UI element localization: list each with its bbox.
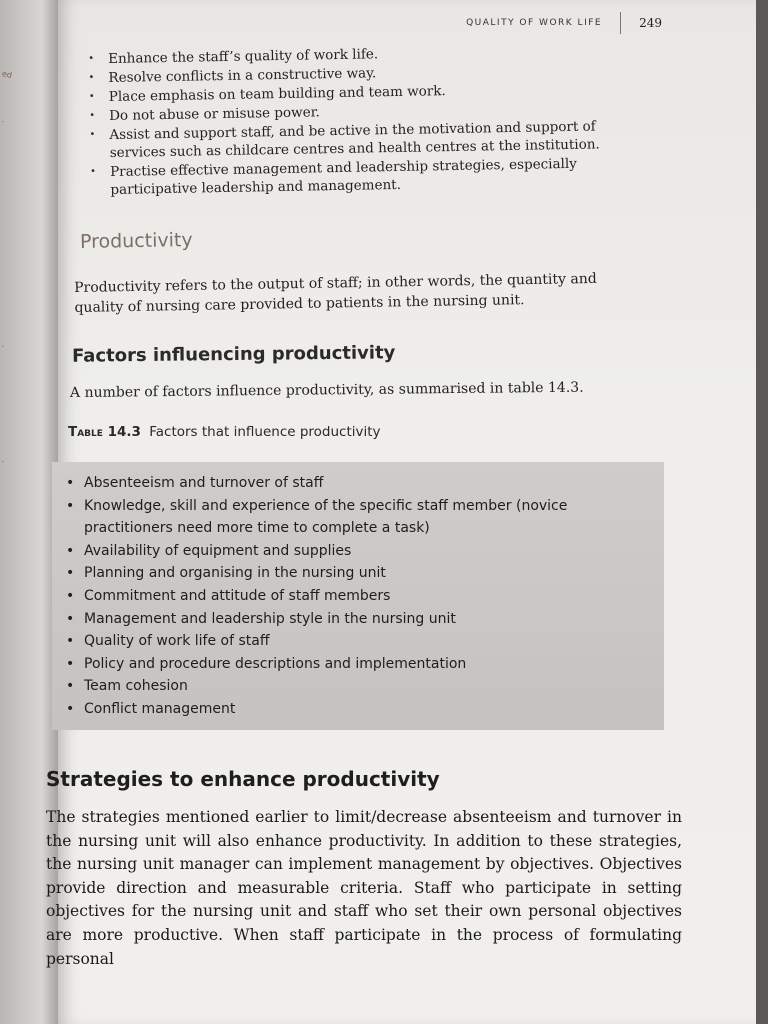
list-item: • Place emphasis on team building and team work. — [109, 79, 649, 106]
list-item: • Management and leadership style in the nursing unit — [84, 608, 644, 631]
list-item: • Planning and organising in the nursing unit — [84, 562, 644, 585]
section-heading-factors: Factors influencing productivity — [71, 342, 396, 367]
list-item: • Assist and support staff, and be active in the motivation and support of services such as childcare centres and health centres at the institution. — [109, 117, 650, 162]
list-item: • Knowledge, skill and experience of the specific staff member (novice practitioners need more time to complete a task) — [84, 495, 644, 540]
list-item: • Resolve conflicts in a constructive way. — [108, 60, 648, 87]
page-header — [466, 12, 662, 34]
section-heading-strategies: Strategies to enhance productivity — [46, 767, 440, 791]
strategies-paragraph: The strategies mentioned earlier to limit/decrease absenteeism and turnover in the nursing unit will also enhance productivity. In addition to these strategies, the nursing unit manager can implement management by objectives. Objectives provide direction and measurable criteria. Staff who participate in setting objectives for the nursing unit and staff who set their own personal objectives are more productive. When staff participate in the process of formulating personal — [46, 808, 682, 968]
factors-intro: A number of factors influence productivity, as summarised in table 14.3. — [69, 379, 584, 402]
list-item: • Enhance the staff’s quality of work life. — [108, 41, 648, 68]
list-item: • Absenteeism and turnover of staff — [84, 472, 644, 495]
table-label: Table 14.3 — [68, 424, 141, 440]
running-head: QUALITY OF WORK LIFE — [466, 18, 603, 28]
productivity-paragraph: Productivity refers to the output of staff; in other words, the quantity and quality of nursing care provided to patients in the nursing unit. — [74, 270, 597, 316]
factors-list — [84, 472, 644, 721]
list-item: • Policy and procedure descriptions and implementation — [84, 653, 644, 676]
list-item: • Quality of work life of staff — [84, 630, 644, 653]
recommendation-list — [108, 41, 651, 200]
page-number: 249 — [639, 16, 662, 30]
background-edge — [756, 0, 768, 1024]
list-item: • Practise effective management and leadership strategies, especially participative leadership and management. — [110, 154, 651, 199]
section-heading-productivity: Productivity — [79, 229, 193, 253]
header-divider — [620, 12, 621, 34]
table-title: Factors that influence productivity — [149, 424, 381, 440]
list-item: • Commitment and attitude of staff members — [84, 585, 644, 608]
list-item: • Team cohesion — [84, 675, 644, 698]
facing-page-fragment: . — [1, 114, 6, 125]
facing-page-fragment: ed — [1, 69, 13, 80]
list-item: • Conflict management — [84, 698, 644, 721]
table-caption — [68, 424, 381, 440]
facing-page-fragment: . — [1, 454, 6, 465]
facing-page-fragment: . — [1, 339, 6, 350]
list-item: • Availability of equipment and supplies — [84, 540, 644, 563]
list-item: • Do not abuse or misuse power. — [109, 98, 649, 125]
